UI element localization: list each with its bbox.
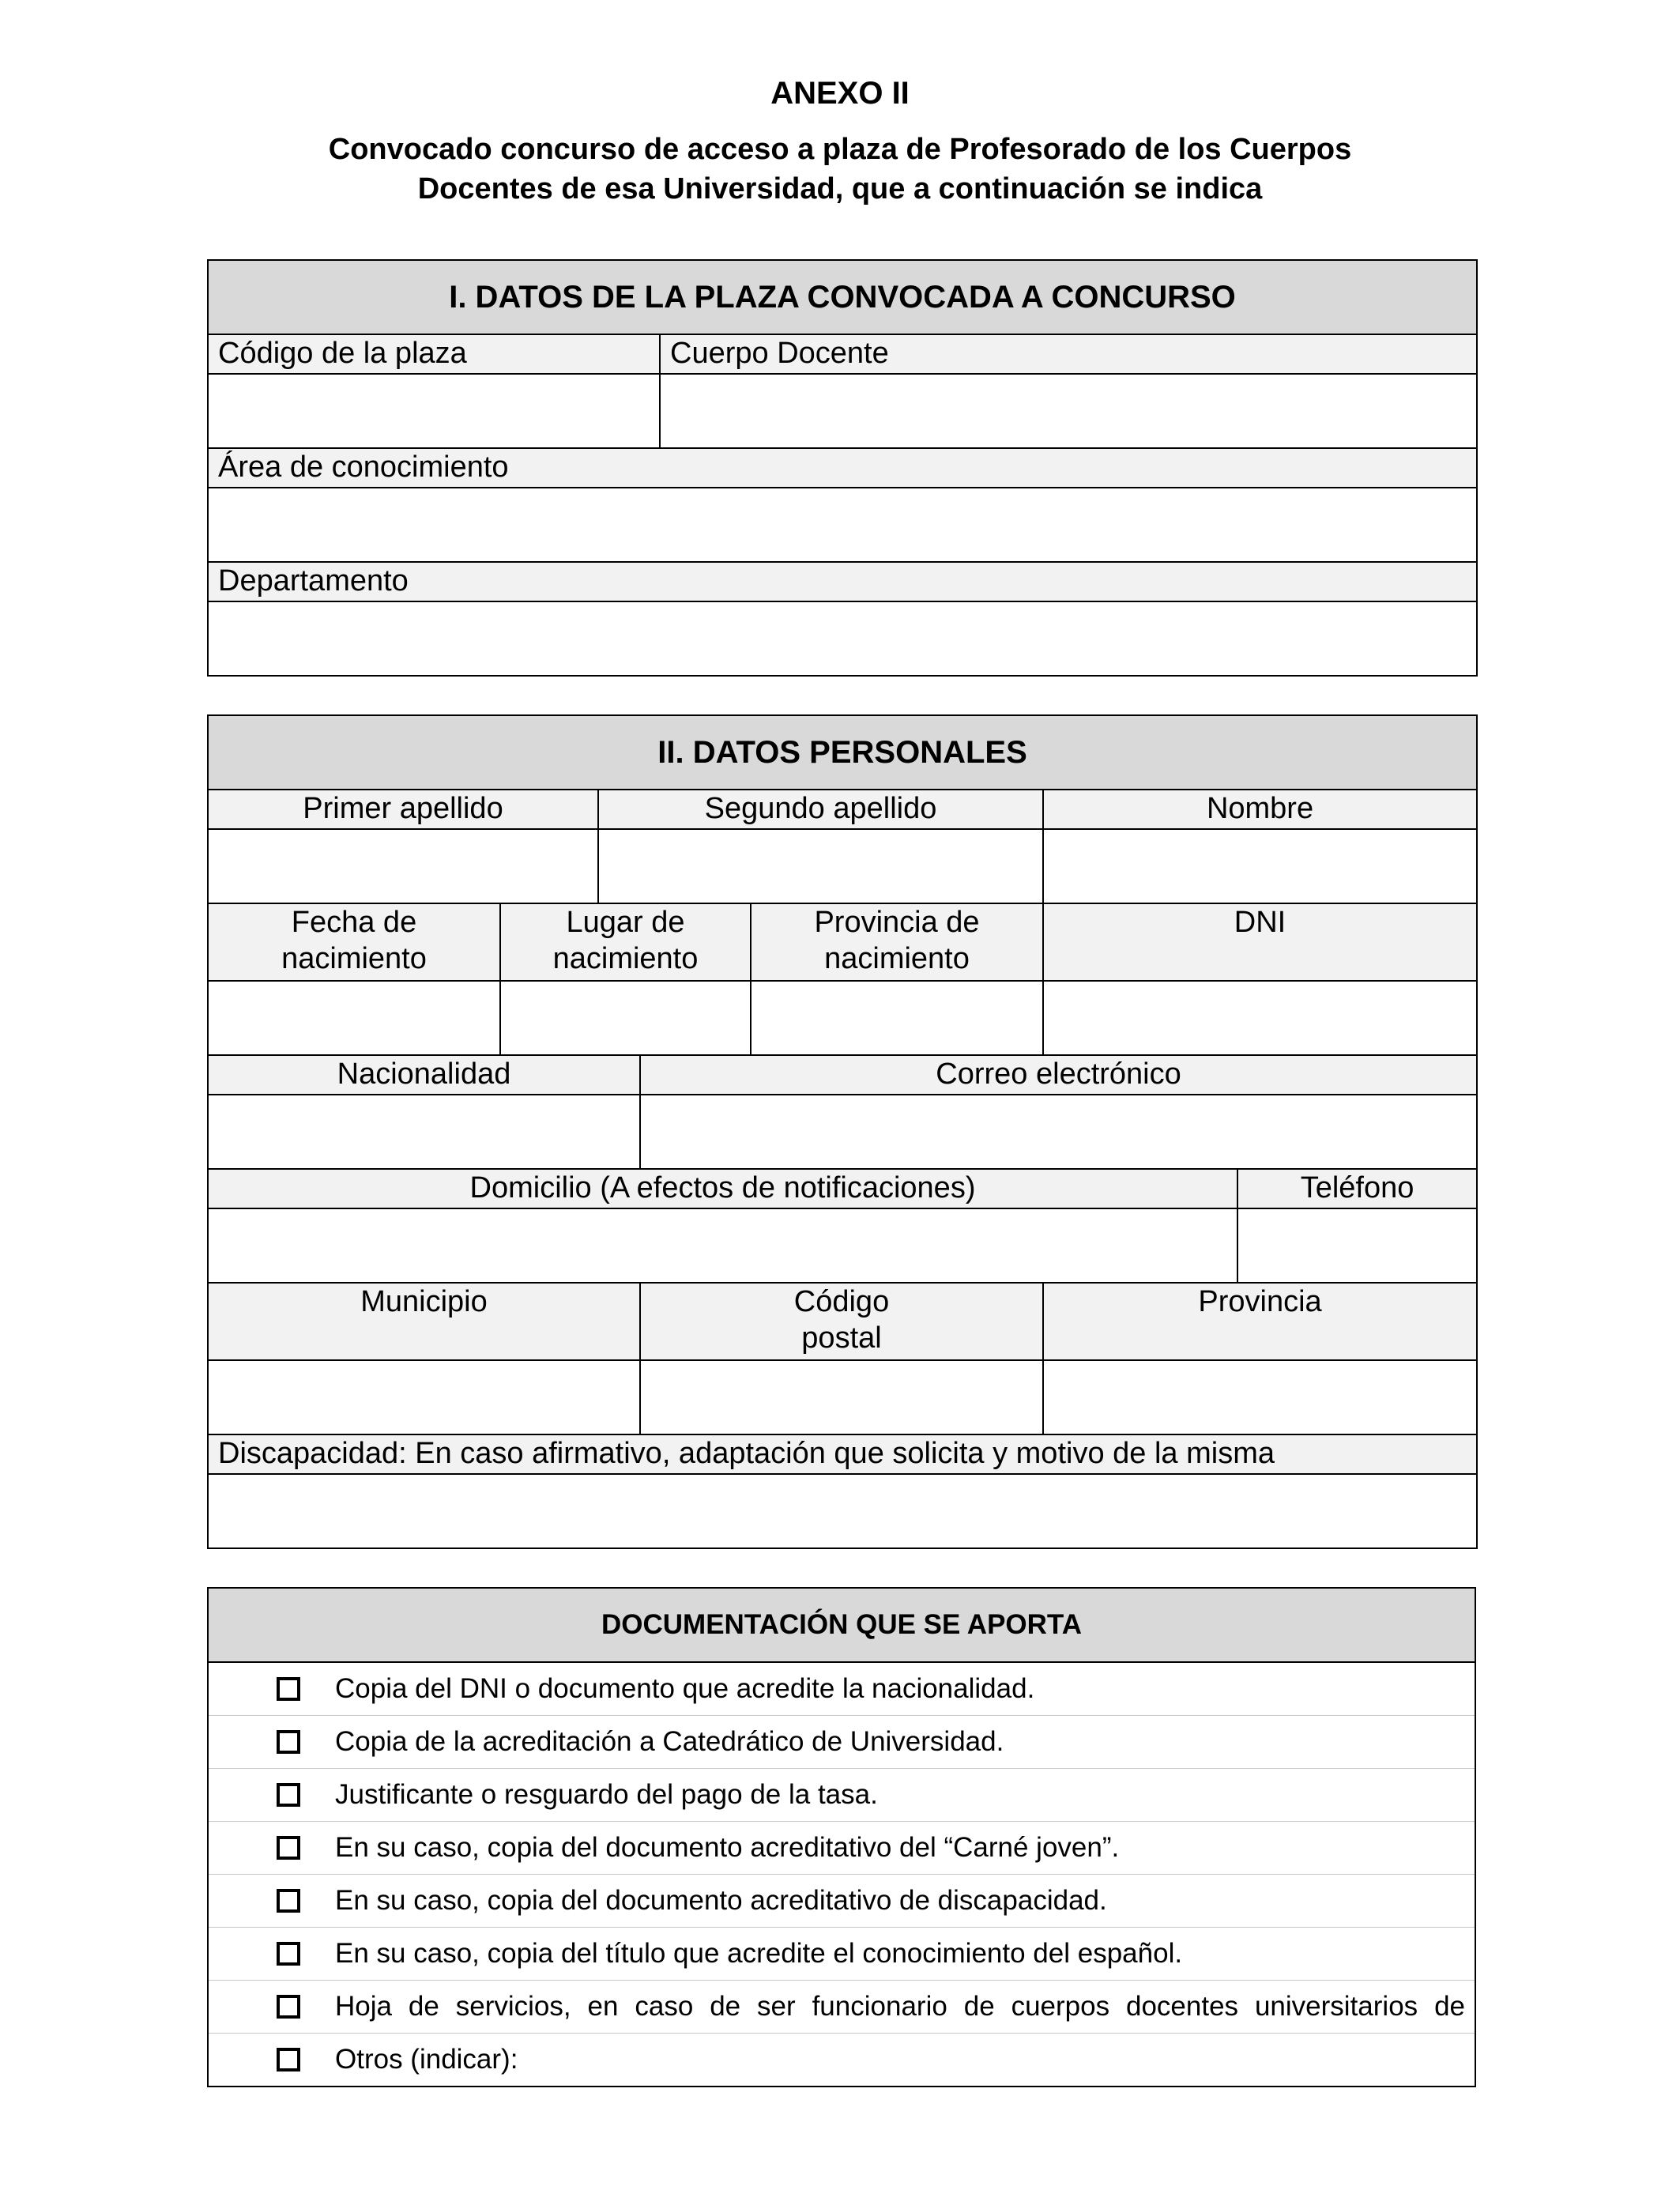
primer-apellido-field[interactable] bbox=[208, 829, 598, 903]
departamento-label: Departamento bbox=[208, 562, 1477, 601]
fecha-nacimiento-field[interactable] bbox=[208, 981, 500, 1055]
checkbox[interactable] bbox=[277, 1677, 300, 1701]
segundo-apellido-label: Segundo apellido bbox=[598, 790, 1043, 829]
codigo-postal-label-line2: postal bbox=[801, 1321, 882, 1355]
nacionalidad-field[interactable] bbox=[208, 1095, 640, 1169]
lugar-nacimiento-label bbox=[500, 903, 751, 981]
doc-item[interactable] bbox=[208, 1928, 1475, 1981]
annex-title: ANEXO II bbox=[770, 76, 910, 111]
correo-field[interactable] bbox=[640, 1095, 1477, 1169]
checkbox[interactable] bbox=[277, 1836, 300, 1860]
area-conocimiento-field[interactable] bbox=[208, 488, 1477, 562]
provincia-field[interactable] bbox=[1043, 1360, 1477, 1434]
doc-item[interactable] bbox=[208, 1822, 1475, 1875]
codigo-postal-label bbox=[640, 1283, 1043, 1360]
dni-label: DNI bbox=[1043, 903, 1477, 981]
doc-item[interactable] bbox=[208, 1769, 1475, 1822]
documentation-table bbox=[207, 1587, 1476, 2087]
doc-item-label: En su caso, copia del documento acreditativo de discapacidad. bbox=[335, 1885, 1107, 1916]
codigo-postal-label-line1: Código bbox=[793, 1285, 890, 1318]
subtitle-line-2: Docentes de esa Universidad, que a continuación se indica bbox=[417, 172, 1263, 205]
nombre-label: Nombre bbox=[1043, 790, 1477, 829]
section-plaza-title: I. DATOS DE LA PLAZA CONVOCADA A CONCURSO bbox=[208, 260, 1477, 334]
fecha-nacimiento-label bbox=[208, 903, 500, 981]
lugar-nacimiento-field[interactable] bbox=[500, 981, 751, 1055]
area-conocimiento-label: Área de conocimiento bbox=[208, 448, 1477, 488]
telefono-label: Teléfono bbox=[1237, 1169, 1477, 1208]
lugar-nacimiento-label-line1: Lugar de bbox=[566, 906, 685, 939]
checkbox[interactable] bbox=[277, 1783, 300, 1807]
doc-item-label: Copia de la acreditación a Catedrático de Universidad. bbox=[335, 1726, 1004, 1757]
doc-item[interactable] bbox=[208, 1716, 1475, 1769]
codigo-plaza-label: Código de la plaza bbox=[208, 334, 660, 374]
doc-item-label: Otros (indicar): bbox=[335, 2044, 518, 2075]
cuerpo-docente-field[interactable] bbox=[660, 374, 1477, 448]
discapacidad-label: Discapacidad: En caso afirmativo, adaptación que solicita y motivo de la misma bbox=[208, 1434, 1477, 1474]
cuerpo-docente-label: Cuerpo Docente bbox=[660, 334, 1477, 374]
domicilio-label: Domicilio (A efectos de notificaciones) bbox=[208, 1169, 1237, 1208]
doc-item[interactable] bbox=[208, 1662, 1475, 1716]
doc-item-label: Justificante o resguardo del pago de la tasa. bbox=[335, 1779, 878, 1810]
provincia-nacimiento-label-line2: nacimiento bbox=[824, 942, 970, 975]
section-personal-title: II. DATOS PERSONALES bbox=[208, 715, 1477, 790]
provincia-nacimiento-field[interactable] bbox=[751, 981, 1043, 1055]
nombre-field[interactable] bbox=[1043, 829, 1477, 903]
checkbox[interactable] bbox=[277, 1730, 300, 1754]
doc-item-label: Copia del DNI o documento que acredite la nacionalidad. bbox=[335, 1673, 1035, 1704]
lugar-nacimiento-label-line2: nacimiento bbox=[552, 942, 699, 975]
fecha-nacimiento-label-line1: Fecha de bbox=[291, 906, 417, 939]
codigo-postal-field[interactable] bbox=[640, 1360, 1043, 1434]
section-personal-table bbox=[207, 714, 1478, 1549]
domicilio-field[interactable] bbox=[208, 1208, 1237, 1283]
doc-item-label: Hoja de servicios, en caso de ser funcionario de cuerpos docentes universitarios de bbox=[335, 1991, 1465, 2022]
dni-field[interactable] bbox=[1043, 981, 1477, 1055]
section-plaza-table bbox=[207, 259, 1478, 677]
codigo-plaza-field[interactable] bbox=[208, 374, 660, 448]
municipio-field[interactable] bbox=[208, 1360, 640, 1434]
checkbox[interactable] bbox=[277, 1889, 300, 1913]
primer-apellido-label: Primer apellido bbox=[208, 790, 598, 829]
doc-item-label: En su caso, copia del documento acreditativo del “Carné joven”. bbox=[335, 1832, 1120, 1863]
documentation-title: DOCUMENTACIÓN QUE SE APORTA bbox=[208, 1588, 1475, 1662]
subtitle-line-1: Convocado concurso de acceso a plaza de Profesorado de los Cuerpos bbox=[328, 133, 1352, 166]
nacionalidad-label: Nacionalidad bbox=[208, 1055, 640, 1095]
municipio-label: Municipio bbox=[208, 1283, 640, 1360]
segundo-apellido-field[interactable] bbox=[598, 829, 1043, 903]
doc-item[interactable] bbox=[208, 2034, 1475, 2087]
checkbox[interactable] bbox=[277, 1942, 300, 1966]
doc-item[interactable] bbox=[208, 1981, 1475, 2034]
fecha-nacimiento-label-line2: nacimiento bbox=[281, 942, 427, 975]
form-subtitle bbox=[0, 130, 1680, 209]
checkbox[interactable] bbox=[277, 1995, 300, 2019]
departamento-field[interactable] bbox=[208, 601, 1477, 676]
checkbox[interactable] bbox=[277, 2048, 300, 2071]
telefono-field[interactable] bbox=[1237, 1208, 1477, 1283]
provincia-nacimiento-label-line1: Provincia de bbox=[814, 906, 980, 939]
provincia-nacimiento-label bbox=[751, 903, 1043, 981]
doc-item[interactable] bbox=[208, 1875, 1475, 1928]
doc-item-label: En su caso, copia del título que acredite el conocimiento del español. bbox=[335, 1938, 1183, 1969]
provincia-label: Provincia bbox=[1043, 1283, 1477, 1360]
correo-label: Correo electrónico bbox=[640, 1055, 1477, 1095]
discapacidad-field[interactable] bbox=[208, 1474, 1477, 1548]
